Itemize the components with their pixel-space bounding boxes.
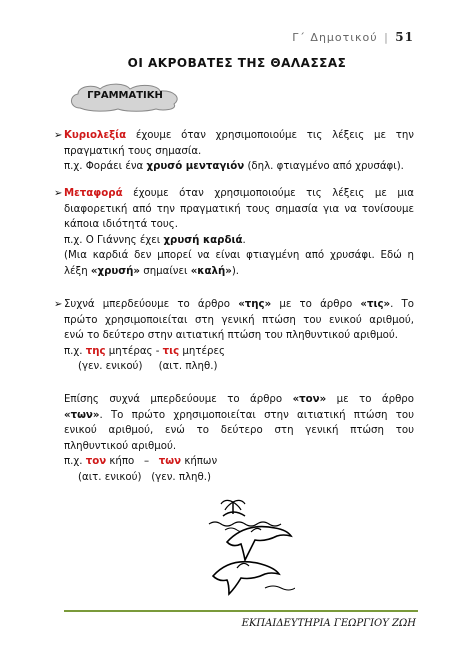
tis-example-article-2: τις (162, 345, 180, 357)
ton-example (64, 454, 414, 470)
tis-line-2: πρώτο χρησιμοποιείται στη γενική πτώση του ενικού αριθμού, (64, 314, 414, 326)
badge-label: ΓΡΑΜΜΑΤΙΚΗ (87, 90, 163, 101)
ton-line-2-text: . Το πρώτο χρησιμοποιείται στην αιτιατική πτώση του (99, 409, 414, 421)
article-ton-accusative: «τον» (292, 394, 327, 405)
metaphor-note-2 (64, 264, 414, 280)
metaphor-line-2: διαφορετική από την πραγματική τους σημασία για να τονίσουμε (64, 203, 414, 215)
tis-line-1 (64, 297, 414, 313)
note-suffix: ). (231, 265, 240, 277)
note-prefix: λέξη (64, 265, 91, 277)
ton-line-4: πληθυντικού αριθμού. (64, 440, 177, 452)
section-articles-ton (64, 392, 414, 485)
section-metaphor (54, 186, 414, 279)
literal-example (64, 159, 414, 175)
section-articles-tis (54, 297, 414, 375)
dolphin-icon (205, 498, 295, 598)
page-header (292, 30, 414, 44)
metaphor-note-1: (Μια καρδιά δεν μπορεί να είναι φτιαγμένη από χρυσάφι. Εδώ η (64, 250, 414, 261)
footer-divider (64, 610, 418, 612)
note-middle: σημαίνει (140, 265, 191, 277)
ton-line-2 (64, 408, 414, 424)
arrow-bullet-icon: ➢ (54, 188, 63, 199)
header-separator: | (384, 31, 389, 44)
footer-school-name: ΕΚΠΑΙΔΕΥΤΗΡΙΑ ΓΕΩΡΓΙΟΥ ΖΩΗ (241, 618, 416, 629)
ton-example-prefix: π.χ. (64, 456, 86, 467)
ton-example-article-2: των (158, 456, 182, 467)
literal-line-2: πραγματική τους σημασία. (64, 145, 202, 157)
grade-label: Γ΄ Δημοτικού (292, 31, 378, 44)
ton-example-word-1: κήπο – (106, 456, 159, 467)
metaphor-example-prefix: π.χ. Ο Γιάννης έχει (64, 234, 164, 246)
arrow-bullet-icon: ➢ (54, 299, 63, 310)
metaphor-example-suffix: . (242, 234, 246, 246)
metaphor-text-1: έχουμε όταν χρησιμοποιούμε τις λέξεις με μια (122, 188, 414, 199)
tis-case-labels: (γεν. ενικού) (αιτ. πληθ.) (78, 361, 218, 372)
article-tis-genitive: «της» (238, 299, 272, 310)
literal-example-prefix: π.χ. Φοράει ένα (64, 161, 147, 172)
tis-example-word-2: μητέρες (179, 345, 225, 357)
ton-example-article-1: τον (85, 456, 107, 467)
section-literal (54, 128, 414, 175)
arrow-bullet-icon: ➢ (54, 130, 63, 141)
tis-text-suffix: . Το (390, 299, 414, 310)
ton-line-1 (64, 392, 414, 408)
dolphins-illustration (205, 498, 295, 598)
page-number: 51 (395, 30, 414, 44)
article-tis-accusative: «τις» (360, 299, 391, 310)
article-ton-genitive: «των» (64, 409, 100, 421)
note-word-golden: «χρυσή» (90, 265, 141, 277)
tis-text-middle: με το άρθρο (271, 299, 361, 310)
tis-line-3: ενώ το δεύτερο στην αιτιατική πτώση του πληθυντικού αριθμού. (64, 330, 399, 341)
tis-example-prefix: π.χ. (64, 345, 86, 357)
term-literal: Κυριολεξία (64, 130, 127, 141)
ton-text-suffix: με το άρθρο (326, 394, 414, 405)
tis-example-article-1: της (85, 345, 106, 357)
metaphor-example (64, 233, 414, 249)
literal-line-1 (64, 128, 414, 144)
section-badge (66, 82, 184, 112)
note-word-good: «καλή» (190, 265, 232, 277)
metaphor-example-bold: χρυσή καρδιά (163, 234, 243, 246)
literal-text-1: έχουμε όταν χρησιμοποιούμε τις λέξεις με την (126, 130, 414, 141)
ton-line-3: ενικού αριθμού, ενώ το δεύτερο στη γενική πτώση του (64, 425, 414, 436)
literal-example-suffix: (δηλ. φτιαγμένο από χρυσάφι). (244, 161, 404, 172)
ton-text-prefix: Επίσης συχνά μπερδεύουμε το άρθρο (64, 394, 293, 405)
ton-example-word-2: κήπων (181, 456, 218, 467)
ton-case-labels: (αιτ. ενικού) (γεν. πληθ.) (78, 471, 211, 483)
metaphor-line-1 (64, 186, 414, 202)
tis-example-word-1: μητέρας - (105, 345, 163, 357)
tis-example (64, 344, 414, 360)
page-title: ΟΙ ΑΚΡΟΒΑΤΕΣ ΤΗΣ ΘΑΛΑΣΣΑΣ (127, 56, 347, 70)
tis-text-prefix: Συχνά μπερδεύουμε το άρθρο (64, 299, 239, 310)
metaphor-line-3: κάποια ιδιότητά τους. (64, 219, 179, 230)
literal-example-bold: χρυσό μενταγιόν (146, 161, 245, 172)
term-metaphor: Μεταφορά (64, 188, 123, 199)
